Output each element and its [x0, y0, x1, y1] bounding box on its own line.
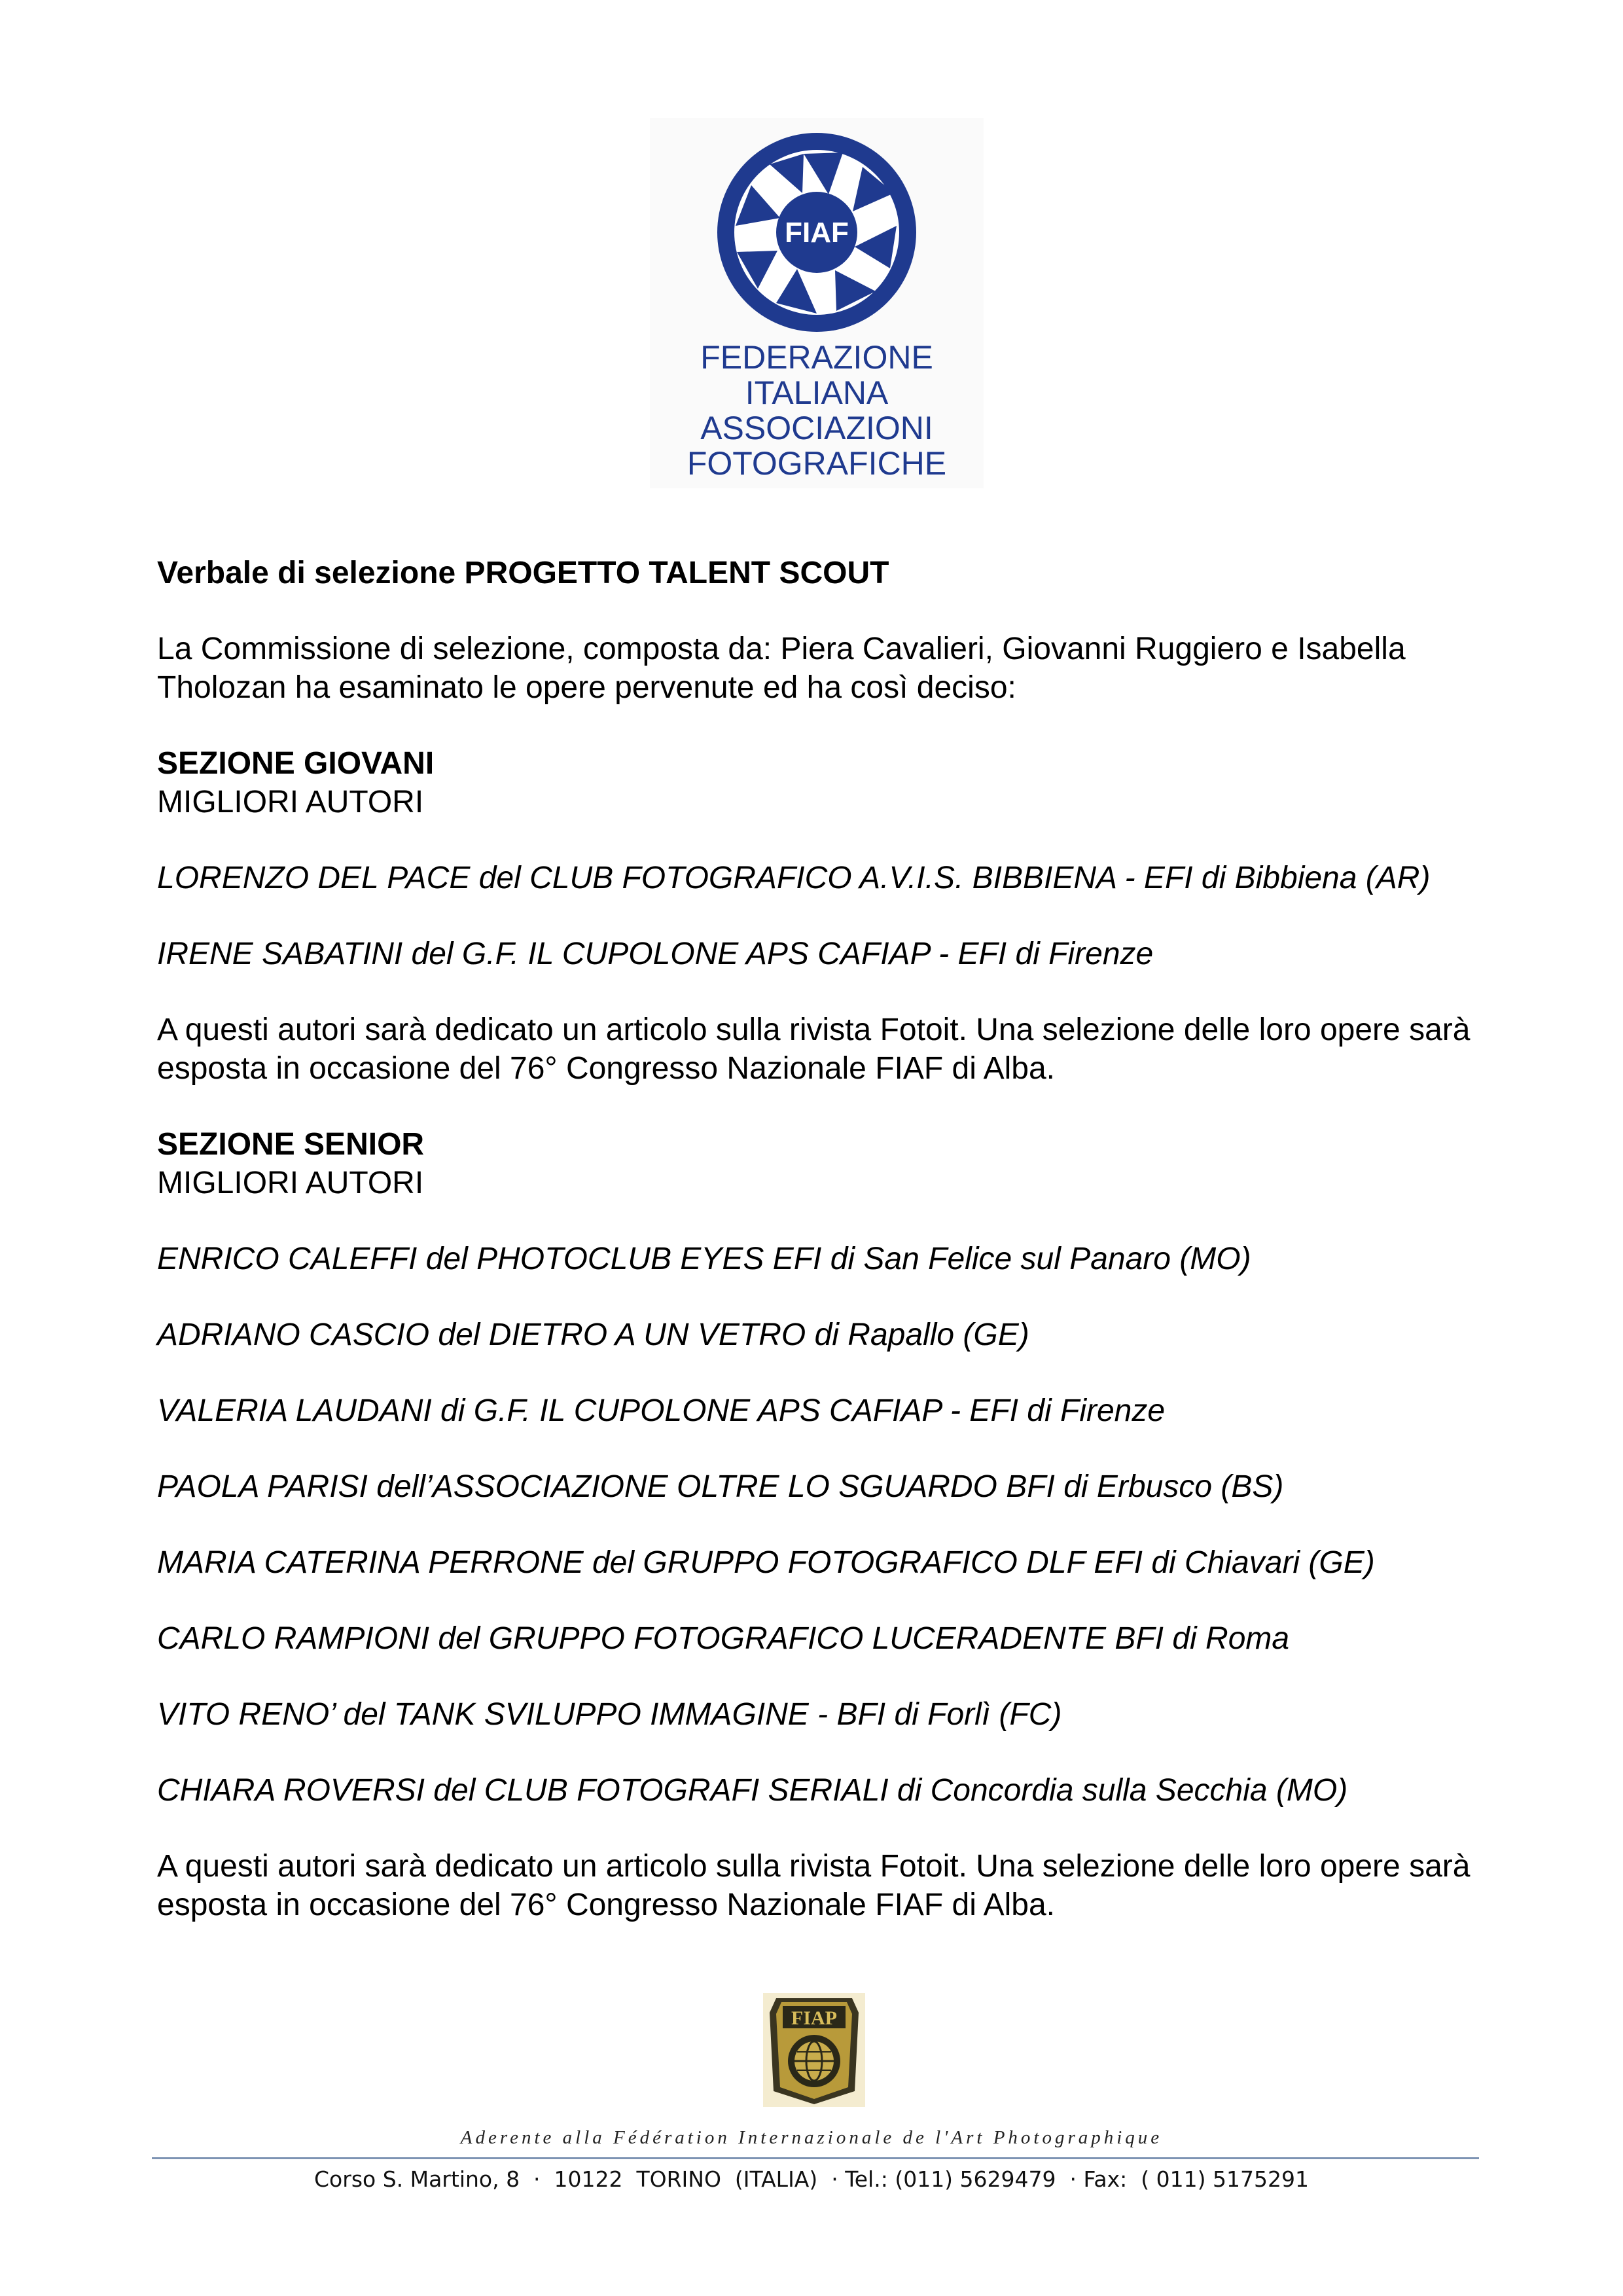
svg-text:ITALIANA: ITALIANA [745, 374, 889, 411]
section-heading: SEZIONE GIOVANI [157, 746, 435, 781]
fiaf-logo [650, 118, 984, 488]
intro-paragraph: La Commissione di selezione, composta da: Piera Cavalieri, Giovanni Ruggiero e Isabella Tholozan ha esaminato le opere pervenute ed ha così deciso: [157, 632, 1406, 705]
svg-text:FEDERAZIONE: FEDERAZIONE [700, 339, 933, 376]
author-entry: LORENZO DEL PACE del CLUB FOTOGRAFICO A.V.I.S. BIBBIENA - EFI di Bibbiena (AR) [157, 861, 1431, 895]
section-subheading: MIGLIORI AUTORI [157, 785, 424, 819]
fiap-seal-icon [763, 1993, 865, 2107]
svg-text:ASSOCIAZIONI: ASSOCIAZIONI [700, 410, 933, 446]
section-giovani [157, 744, 1492, 1088]
logo-emblem-text: FIAF [785, 217, 849, 249]
section-note: A questi autori sarà dedicato un articolo sulla rivista Fotoit. Una selezione delle loro opere sarà esposta in occasione del 76° Congresso Nazionale FIAF di Alba. [157, 1013, 1471, 1086]
svg-text:FIAP: FIAP [791, 2007, 837, 2029]
fiaf-aperture-icon [650, 118, 984, 488]
svg-text:FOTOGRAFICHE: FOTOGRAFICHE [687, 445, 947, 482]
section-heading: SEZIONE SENIOR [157, 1127, 425, 1162]
author-entry: CARLO RAMPIONI del GRUPPO FOTOGRAFICO LUCERADENTE BFI di Roma [157, 1621, 1290, 1656]
footer-address: Corso S. Martino, 8 · 10122 TORINO (ITALIA) · Tel.: (011) 5629479 · Fax: ( 011) 5175291 [314, 2166, 1309, 2192]
footer-divider [152, 2157, 1479, 2159]
author-entry: VITO RENO’ del TANK SVILUPPO IMMAGINE - BFI di Forlì (FC) [157, 1697, 1062, 1732]
author-entry: PAOLA PARISI dell’ASSOCIAZIONE OLTRE LO SGUARDO BFI di Erbusco (BS) [157, 1469, 1284, 1504]
author-entry: CHIARA ROVERSI del CLUB FOTOGRAFI SERIALI di Concordia sulla Secchia (MO) [157, 1773, 1348, 1808]
author-entry: VALERIA LAUDANI di G.F. IL CUPOLONE APS CAFIAP - EFI di Firenze [157, 1393, 1166, 1428]
fiap-seal [763, 1993, 865, 2107]
document-title: Verbale di selezione PROGETTO TALENT SCOUT [157, 556, 889, 590]
section-note: A questi autori sarà dedicato un articolo sulla rivista Fotoit. Una selezione delle loro opere sarà esposta in occasione del 76° Congresso Nazionale FIAF di Alba. [157, 1849, 1471, 1922]
author-entry: ADRIANO CASCIO del DIETRO A UN VETRO di Rapallo (GE) [157, 1318, 1029, 1352]
aderente-line: Aderente alla Fédération Internazionale de l'Art Photographique [460, 2127, 1163, 2148]
author-entry: IRENE SABATINI del G.F. IL CUPOLONE APS CAFIAP - EFI di Firenze [157, 937, 1154, 971]
section-subheading: MIGLIORI AUTORI [157, 1166, 424, 1200]
section-senior [157, 1125, 1492, 1924]
author-entry: ENRICO CALEFFI del PHOTOCLUB EYES EFI di San Felice sul Panaro (MO) [157, 1242, 1251, 1276]
document-body [157, 554, 1492, 1962]
author-entry: MARIA CATERINA PERRONE del GRUPPO FOTOGRAFICO DLF EFI di Chiavari (GE) [157, 1545, 1375, 1580]
